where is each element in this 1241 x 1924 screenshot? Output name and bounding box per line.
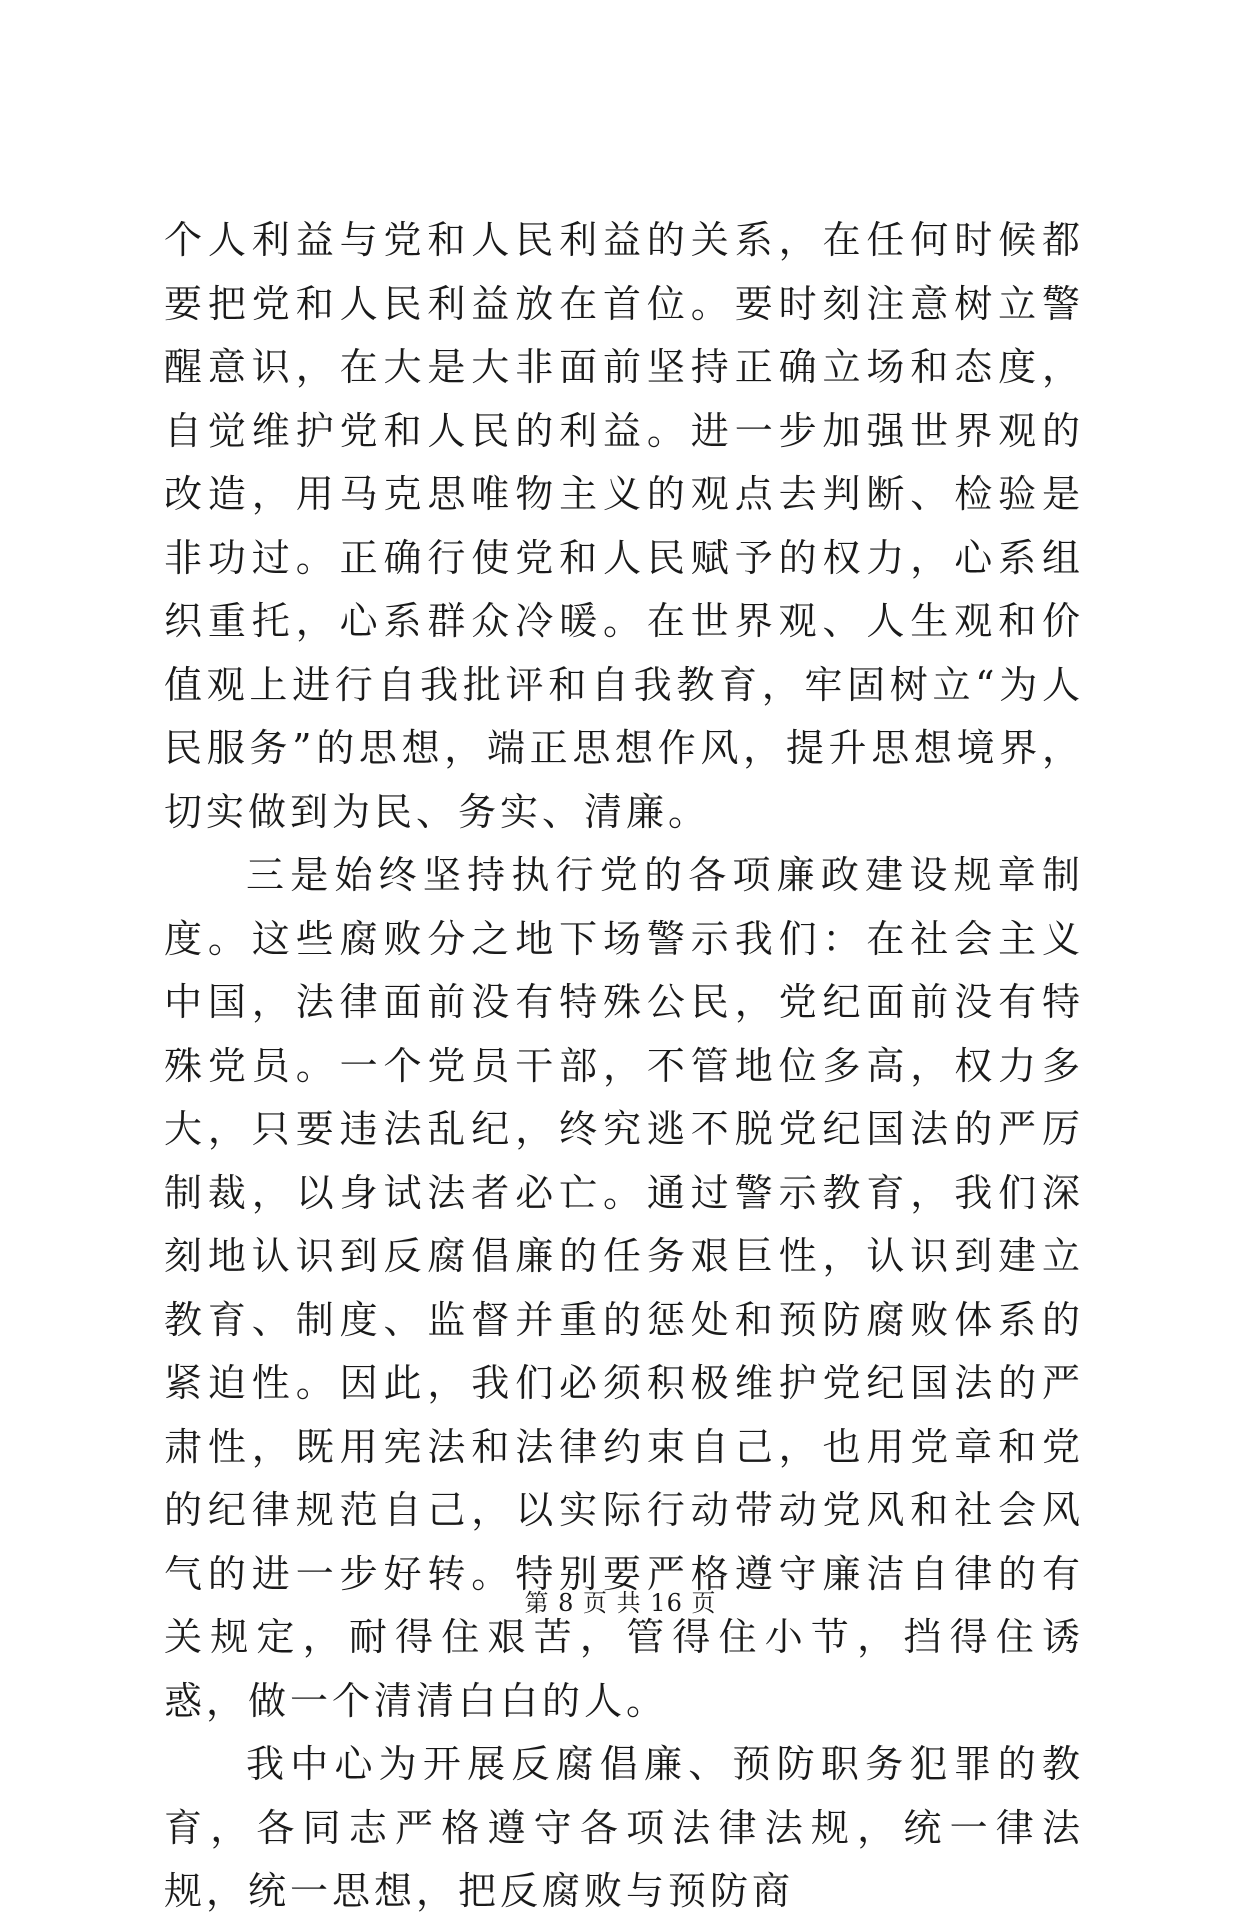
paragraph-three-principles: 三是始终坚持执行党的各项廉政建设规章制度。这些腐败分之地下场警示我们：在社会主义中国，法律面前没有特殊公民，党纪面前没有特殊党员。一个党员干部，不管地位多高，权力多大，只要违法乱纪，终究逃不脱党纪国法的严厉制裁，以身试法者必亡。通过警示教育，我们深刻地认识到反腐倡廉的任务艰巨性，认识到建立教育、制度、监督并重的惩处和预防腐败体系的紧迫性。因此，我们必须积极维护党纪国法的严肃性，既用宪法和法律约束自己，也用党章和党的纪律规范自己，以实际行动带动党风和社会风气的进一步好转。特别要严格遵守廉洁自律的有关规定，耐得住艰苦，管得住小节，挡得住诱惑，做一个清清白白的人。 [164,853,1084,1723]
page-number-indicator: 第 8 页 共 16 页 [524,1589,717,1617]
page-footer [0,1588,1241,1618]
paragraph-continuation: 个人利益与党和人民利益的关系，在任何时候都要把党和人民利益放在首位。要时刻注意树立警醒意识，在大是大非面前坚持正确立场和态度，自觉维护党和人民的利益。进一步加强世界观的改造，用马克思唯物主义的观点去判断、检验是非功过。正确行使党和人民赋予的权力，心系组织重托，心系群众冷暖。在世界观、人生观和价值观上进行自我批评和自我教育，牢固树立“为人民服务”的思想，端正思想作风，提升思想境界，切实做到为民、务实、清廉。 [164,218,1084,834]
document-body [164,209,1084,1924]
paragraph-center-education: 我中心为开展反腐倡廉、预防职务犯罪的教育，各同志严格遵守各项法律法规，统一律法规，统一思想，把反腐败与预防商 [164,1742,1084,1913]
